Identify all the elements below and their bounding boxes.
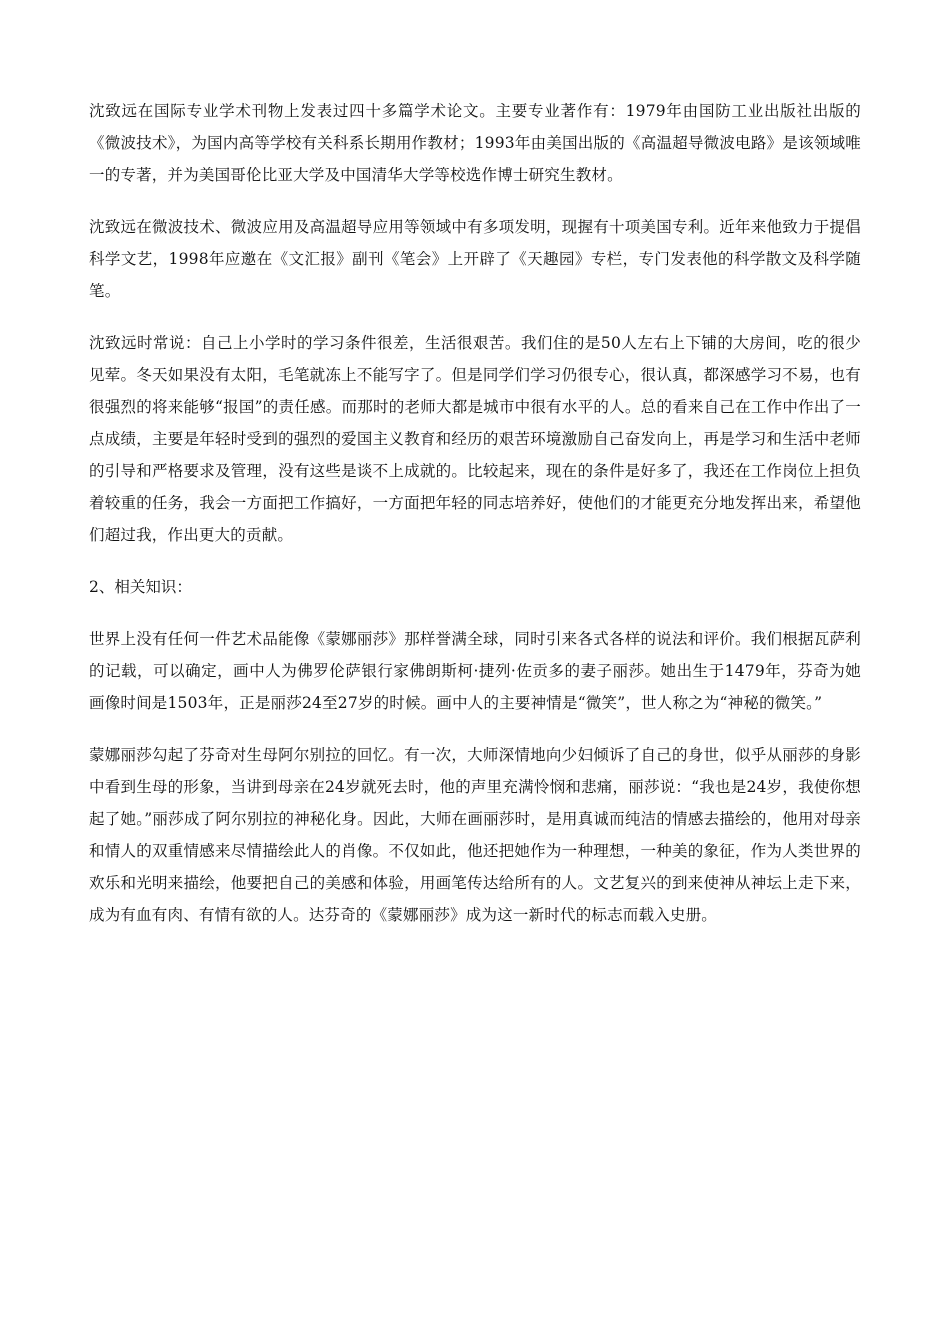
paragraph-quote: 沈致远时常说：自己上小学时的学习条件很差，生活很艰苦。我们住的是50人左右上下铺的大房间，吃的很少见荤。冬天如果没有太阳，毛笔就冻上不能写字了。但是同学们学习仍很专心，很认真，都深感学习不易，也有很强烈的将来能够“报国”的责任感。而那时的老师大都是城市中很有水平的人。总的看来自己在工作中作出了一点成绩，主要是年轻时受到的强烈的爱国主义教育和经历的艰苦环境激励自己奋发向上，再是学习和生活中老师的引导和严格要求及管理，没有这些是谈不上成就的。比较起来，现在的条件是好多了，我还在工作岗位上担负着较重的任务，我会一方面把工作搞好，一方面把年轻的同志培养好，使他们的才能更充分地发挥出来，希望他们超过我，作出更大的贡献。 — [89, 334, 861, 544]
paragraph-patents: 沈致远在微波技术、微波应用及高温超导应用等领域中有多项发明，现握有十项美国专利。近年来他致力于提倡科学文艺，1998年应邀在《文汇报》副刊《笔会》上开辟了《天趣园》专栏，专门发表他的科学散文及科学随笔。 — [89, 218, 861, 300]
paragraph-publications: 沈致远在国际专业学术刊物上发表过四十多篇学术论文。主要专业著作有：1979年由国防工业出版社出版的《微波技术》，为国内高等学校有关科系长期用作教材；1993年由美国出版的《高温超导微波电路》是该领域唯一的专著，并为美国哥伦比亚大学及中国清华大学等校选作博士研究生教材。 — [89, 102, 861, 184]
paragraph-mona-lisa-story: 蒙娜丽莎勾起了芬奇对生母阿尔别拉的回忆。有一次，大师深情地向少妇倾诉了自己的身世，似乎从丽莎的身影中看到生母的形象，当讲到母亲在24岁就死去时，他的声里充满怜悯和悲痛，丽莎说：“我也是24岁，我使你想起了她。”丽莎成了阿尔别拉的神秘化身。因此，大师在画丽莎时，是用真诚而纯洁的情感去描绘的，他用对母亲和情人的双重情感来尽情描绘此人的肖像。不仅如此，他还把她作为一种理想，一种美的象征，作为人类世界的欢乐和光明来描绘，他要把自己的美感和体验，用画笔传达给所有的人。文艺复兴的到来使神从神坛上走下来，成为有血有肉、有情有欲的人。达芬奇的《蒙娜丽莎》成为这一新时代的标志而载入史册。 — [89, 746, 861, 924]
paragraph-mona-lisa-intro: 世界上没有任何一件艺术品能像《蒙娜丽莎》那样誉满全球，同时引来各式各样的说法和评价。我们根据瓦萨利的记载，可以确定，画中人为佛罗伦萨银行家佛朗斯柯·捷列·佐贡多的妻子丽莎。她出生于1479年，芬奇为她画像时间是1503年，正是丽莎24至27岁的时候。画中人的主要神情是“微笑”，世人称之为“神秘的微笑。” — [89, 630, 861, 712]
section-heading: 2、相关知识： — [89, 578, 192, 596]
document-body — [89, 95, 861, 951]
